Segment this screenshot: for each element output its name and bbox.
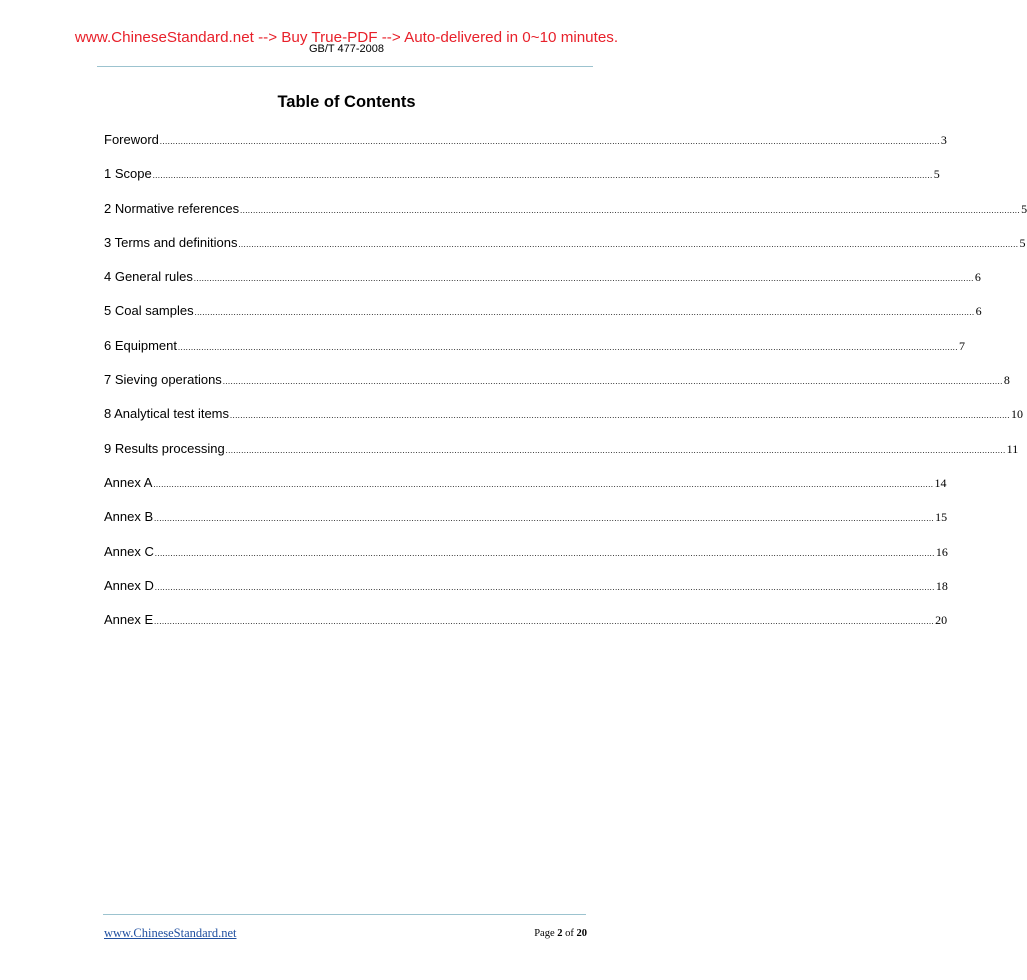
current-page-number: 2 [557, 928, 563, 939]
toc-entry-label: Annex B [104, 509, 154, 525]
toc-entry[interactable] [104, 268, 981, 302]
toc-entry[interactable] [104, 611, 948, 645]
toc-dot-leader: ............................................................................................................................................................................................................................................................................................................ [225, 445, 1006, 455]
page-word: Page [534, 928, 555, 939]
toc-dot-leader: ............................................................................................................................................................................................................................................................................................................ [230, 411, 1010, 421]
toc-entry[interactable] [104, 302, 982, 336]
toc-entry-page: 15 [935, 510, 948, 525]
toc-entry-page: 20 [935, 613, 948, 628]
toc-entry-label: 7 Sieving operations [104, 372, 222, 388]
toc-list [104, 131, 1027, 645]
toc-entry-page: 11 [1006, 441, 1019, 456]
banner-link[interactable]: www.ChineseStandard.net --> Buy True-PDF --> Auto-delivered in 0~10 minutes. [74, 29, 619, 46]
page-indicator [534, 927, 587, 940]
toc-entry-label: 3 Terms and definitions [104, 234, 238, 250]
toc-entry-label: 4 General rules [104, 269, 193, 285]
toc-entry[interactable] [104, 474, 947, 508]
toc-entry[interactable] [104, 405, 1023, 439]
toc-entry-page: 3 [940, 133, 947, 147]
toc-entry-label: 8 Analytical test items [104, 406, 229, 422]
toc-entry-page: 6 [974, 270, 981, 285]
toc-entry[interactable] [104, 577, 948, 611]
toc-entry[interactable] [104, 440, 1019, 474]
header-divider [97, 66, 593, 67]
toc-entry-page: 5 [933, 167, 940, 182]
toc-dot-leader: ............................................................................................................................................................................................................................................................................................................ [154, 514, 935, 524]
toc-entry-page: 10 [1011, 407, 1023, 422]
total-page-count: 20 [576, 928, 587, 939]
toc-dot-leader: ............................................................................................................................................................................................................................................................................................................ [154, 548, 935, 558]
footer-divider [103, 914, 586, 915]
toc-entry-page: 5 [1021, 201, 1027, 216]
footer-site-link[interactable]: www.ChineseStandard.net [104, 926, 237, 940]
toc-title: Table of Contents [277, 93, 416, 111]
toc-dot-leader: ............................................................................................................................................................................................................................................................................................................ [153, 479, 934, 489]
toc-dot-leader: ............................................................................................................................................................................................................................................................................................................ [152, 171, 933, 181]
toc-entry[interactable] [104, 200, 1027, 234]
document-code: GB/T 477-2008 [308, 43, 384, 55]
toc-dot-leader: ............................................................................................................................................................................................................................................................................................................ [193, 274, 974, 284]
of-word: of [565, 928, 574, 939]
toc-dot-leader: ............................................................................................................................................................................................................................................................................................................ [159, 137, 940, 146]
toc-entry-label: Annex D [104, 577, 154, 593]
toc-entry-label: Annex C [104, 543, 154, 559]
toc-entry-label: 9 Results processing [104, 440, 225, 456]
toc-entry-label: Annex A [104, 474, 153, 490]
toc-dot-leader: ............................................................................................................................................................................................................................................................................................................ [154, 582, 935, 592]
toc-entry-page: 5 [1019, 235, 1026, 250]
toc-dot-leader: ............................................................................................................................................................................................................................................................................................................ [238, 239, 1019, 249]
toc-entry[interactable] [104, 371, 1010, 405]
toc-entry-page: 16 [935, 544, 948, 559]
toc-dot-leader: ............................................................................................................................................................................................................................................................................................................ [222, 377, 1003, 387]
toc-dot-leader: ............................................................................................................................................................................................................................................................................................................ [240, 205, 1021, 215]
toc-entry-page: 8 [1003, 373, 1010, 388]
toc-entry[interactable] [104, 131, 947, 165]
toc-entry[interactable] [104, 337, 965, 371]
toc-entry-label: 1 Scope [104, 166, 152, 182]
toc-dot-leader: ............................................................................................................................................................................................................................................................................................................ [154, 617, 935, 627]
toc-entry[interactable] [104, 508, 948, 542]
toc-entry-page: 18 [935, 578, 948, 593]
toc-entry[interactable] [104, 165, 940, 199]
toc-entry-label: Annex E [104, 612, 154, 628]
toc-entry-page: 6 [975, 304, 982, 319]
toc-dot-leader: ............................................................................................................................................................................................................................................................................................................ [194, 308, 975, 318]
toc-entry[interactable] [104, 234, 1026, 268]
toc-entry-label: Foreword [104, 132, 159, 147]
toc-entry-label: 5 Coal samples [104, 303, 194, 319]
toc-entry-page: 14 [934, 475, 947, 490]
toc-entry[interactable] [104, 543, 948, 577]
toc-entry-label: 6 Equipment [104, 337, 177, 353]
toc-entry-label: 2 Normative references [104, 200, 240, 216]
toc-dot-leader: ............................................................................................................................................................................................................................................................................................................ [178, 342, 958, 352]
toc-entry-page: 7 [959, 338, 965, 353]
